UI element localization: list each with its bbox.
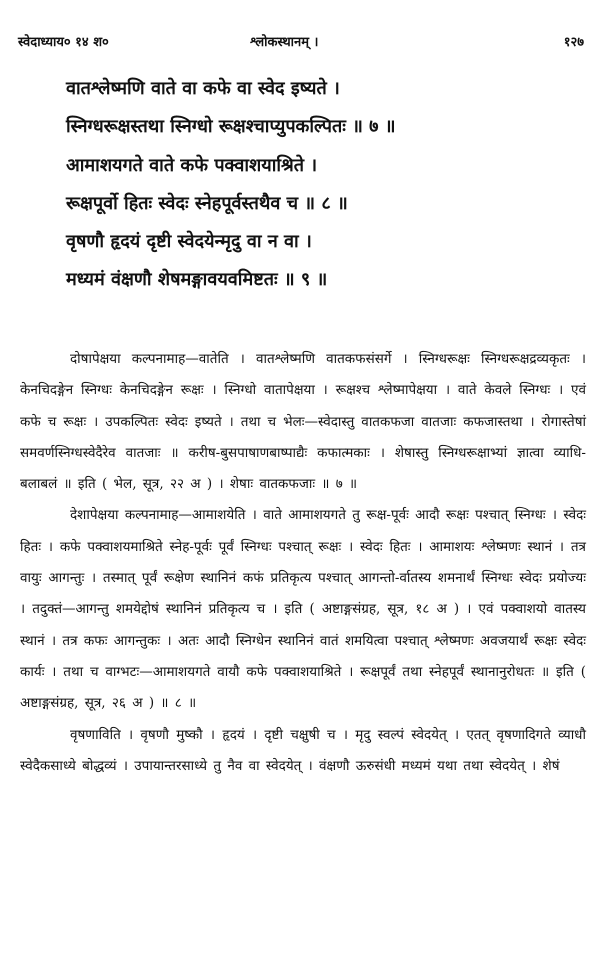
page-number: १२७ <box>563 35 584 50</box>
commentary-text: देशापेक्षया कल्पनामाह—आमाशयेति । वाते आमाशयगते तु रूक्ष-पूर्वः आदौ रूक्षः पश्चात् स्निग्धः । स्वेदः हितः । कफे पक्वाशयमाश्रिते स्नेह-पूर्वः पूर्वं स्निग्धः पश्चात् रूक्षः । स्वेदः हितः । आमाशयः श्लेष्मणः स्थानं । तत्र वायुः आगन्तुः । तस्मात् पूर्वं रूक्षेण स्थानिनं कफं प्रतिकृत्य पश्चात् आगन्तो-र्वातस्य शमनार्थं स्निग्धः स्वेदः प्रयोज्यः । तदुक्तं—आगन्तु शमयेद्दोषं स्थानिनं प्रतिकृत्य च । इति ( अष्टाङ्गसंग्रह, सूत्र, १८ अ ) । एवं पक्वाशयो वातस्य स्थानं । तत्र कफः आगन्तुकः । अतः आदौ स्निग्धेन स्थानिनं वातं शमयित्वा पश्चात् श्लेष्मणः अवजयार्थं रूक्षः स्वेदः कार्यः । तथा च वाग्भटः—आमाशयगते वायौ कफे पक्वाशयाश्रिते । रूक्षपूर्वं तथा स्नेहपूर्वं स्थानानुरोधतः ॥ इति ( अष्टाङ्गसंग्रह, सूत्र, २६ अ ) ॥ ८ ॥ <box>20 507 586 712</box>
commentary-block <box>20 344 586 782</box>
verse-block <box>66 70 566 300</box>
commentary-text: वृषणाविति । वृषणौ मुष्कौ । हृदयं । दृष्टी चक्षुषी च । मृदु स्वल्पं स्वेदयेत् । एतत् वृषणादिगते व्याधौ स्वेदैकसाध्ये बोद्धव्यं । उपायान्तरसाध्ये तु नैव वा स्वेदयेत् । वंक्षणौ ऊरुसंधी मध्यमं यथा तथा स्वेदयेत् । शेषं <box>20 726 586 774</box>
verse-line: स्निग्धरूक्षस्तथा स्निग्धो रूक्षश्चाप्युपकल्पितः ॥ ७ ॥ <box>66 116 396 138</box>
commentary-paragraph <box>20 344 586 500</box>
verse-line: वृषणौ हृदयं दृष्टी स्वेदयेन्मृदु वा न वा । <box>66 231 312 253</box>
verse-line: वातश्लेष्मणि वाते वा कफे वा स्वेद इष्यते । <box>66 78 340 99</box>
section-title: श्लोकस्थानम् । <box>250 35 319 50</box>
running-header <box>18 32 584 52</box>
verse-line: मध्यमं वंक्षणौ शेषमङ्गावयवमिष्टतः ॥ ९ ॥ <box>66 269 328 291</box>
verse-line: आमाशयगते वाते कफे पक्वाशयाश्रिते । <box>66 154 318 176</box>
commentary-paragraph <box>20 500 586 719</box>
commentary-paragraph <box>20 720 586 783</box>
chapter-reference: स्वेदाध्याय० १४ श० <box>18 35 109 50</box>
verse-line: रूक्षपूर्वो हितः स्वेदः स्नेहपूर्वस्तथैव च ॥ ८ ॥ <box>66 192 348 214</box>
commentary-text: दोषापेक्षया कल्पनामाह—वातेति । वातश्लेष्मणि वातकफसंसर्गे । स्निग्धरूक्षः स्निग्धरूक्षद्रव्यकृतः । केनचिदङ्गेन स्निग्धः केनचिदङ्गेन रूक्षः । स्निग्धो वातापेक्षया । रूक्षश्च श्लेष्मापेक्षया । वाते केवले स्निग्धः । एवं कफे च रूक्षः । उपकल्पितः स्वेदः इष्यते । तथा च भेलः—स्वेदास्तु वातकफजा वातजाः कफजास्तथा । रोगास्तेषां समवर्णस्निग्धस्वेदैरेव वातजाः ॥ करीष-बुसपाषाणबाष्पाद्यैः कफात्मकाः । शेषास्तु स्निग्धरूक्षाभ्यां ज्ञात्वा व्याधि-बलाबलं ॥ इति ( भेल, सूत्र, २२ अ ) । शेषाः वातकफजाः ॥ ७ ॥ <box>20 351 586 493</box>
